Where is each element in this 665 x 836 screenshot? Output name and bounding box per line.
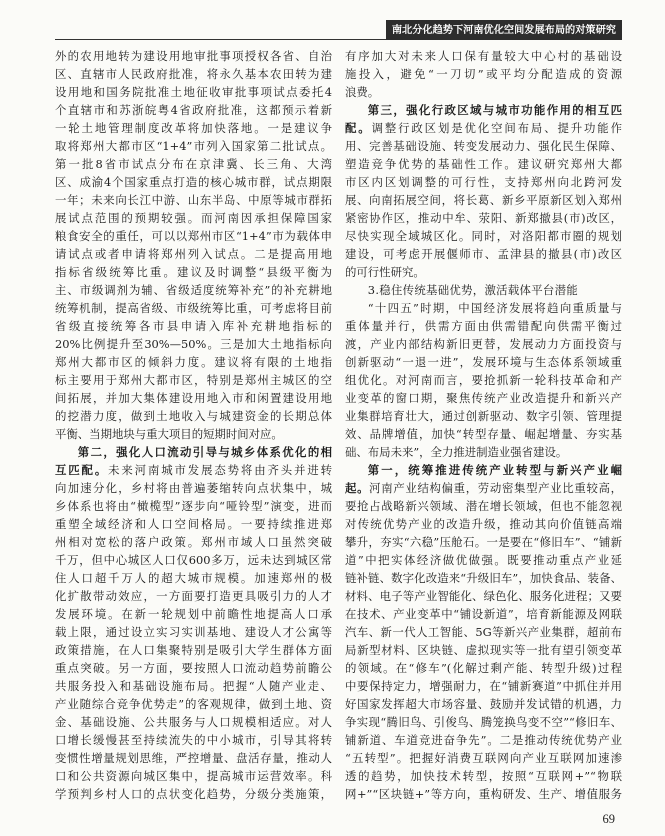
text-line: 紧密协作区，推动中牟、荥阳、新郑撤县(市)改区， — [345, 211, 622, 225]
text-line: 标主要用于郑州大都市区，特别是郑州主城区的空 — [55, 373, 332, 387]
text-line: 变惯性增量规划思维，严控增量、盘活存量，推动人 — [55, 751, 332, 765]
paragraph — [55, 443, 332, 803]
text-line: 重点突破。另一方面，要按照人口流动趋势前瞻公 — [55, 661, 332, 675]
bold-text-run: 第一，统筹推进传统产业转型与新兴产业崛 — [367, 463, 622, 477]
paragraph — [345, 299, 622, 461]
text-line: 攀升，夯实“六稳”压舱石。一是要在“修旧车”、“铺新 — [345, 535, 622, 549]
text-run: 未来河南城市发展态势将由齐头并进转 — [108, 463, 332, 477]
text-line: 道”中把实体经济做优做强。既要推动重点产业延 — [345, 553, 622, 567]
text-line: 展、向南拓展空间，将长葛、新乡平原新区划入郑州 — [345, 193, 622, 207]
text-line: 透的趋势，加快技术转型，按照“互联网+”“物联 — [345, 769, 622, 783]
text-line: 共服务投入和基础设施布局。把握“人随产业走、 — [55, 679, 332, 693]
text-line: 局新型材料、区块链、虚拟现实等一批有望引领变革 — [345, 643, 622, 657]
bold-text-run: 起。 — [345, 481, 370, 495]
text-line: 发展环境。在新一轮规划中前瞻性地提高人口承 — [55, 607, 332, 621]
text-line: 粮食安全的重任，可以以郑州市区“1+4”市为载体申 — [55, 229, 332, 243]
text-line: 的挖潜力度，做到土地收入与城建资金的长期总体 — [55, 409, 332, 423]
text-line: 一轮土地管理制度改革将加快落地。一是建议争 — [55, 121, 332, 135]
text-line: 的领域。在“修车”(化解过剩产能、转型升级)过程 — [345, 661, 622, 675]
text-line: 重体量并行，供需方面由供需错配向供需平衡过 — [345, 319, 622, 333]
text-line: 汽车、新一代人工智能、5G等新兴产业集群，超前布 — [345, 625, 622, 639]
text-line: 用、完善基础设施、转变发展动力、强化民生保障、 — [345, 139, 622, 153]
text-line: 州相对宽松的落户政策。郑州市域人口虽然突破 — [55, 535, 332, 549]
text-line: 省级直接统筹各市县申请入库补充耕地指标的 — [55, 319, 332, 333]
text-line: 向加速分化，乡村将由普遍萎缩转向点状集中，城 — [55, 481, 332, 495]
text-line — [345, 479, 622, 497]
text-line: “十四五”时期，中国经济发展将趋向重质量与 — [367, 301, 622, 315]
right-column — [345, 47, 622, 803]
text-line: 指标省级统筹比重。建议及时调整“县级平衡为 — [55, 265, 332, 279]
text-line: “五转型”。把握好消费互联网向产业互联网加速渗 — [345, 751, 622, 765]
text-line: 产业随综合竞争优势走”的客观规律，做到土地、资 — [55, 697, 332, 711]
text-line: 第一批8省市试点分布在京津冀、长三角、大湾 — [55, 157, 332, 171]
left-column — [55, 47, 332, 803]
text-line: 创新驱动“一退一进”，发展环境与生态体系领域重 — [345, 355, 622, 369]
text-run: 河南产业结构偏重，劳动密集型产业比重较高， — [369, 481, 622, 495]
text-line: 统筹机制，提高省级、市级统筹比重，可考虑将目前 — [55, 301, 332, 315]
text-line: 间拓展，并加大集体建设用地入市和闲置建设用地 — [55, 391, 332, 405]
text-line: 化扩散带动效应，一方面要打造更具吸引力的人才 — [55, 589, 332, 603]
text-line: 重塑全域经济和人口空间格局。一要持续推进郑 — [55, 517, 332, 531]
text-line: 在技术、产业变革中“铺设新道”，培育新能源及网联 — [345, 607, 622, 621]
text-line: 区、成渝4个国家重点打造的核心城市群，试点期限 — [55, 175, 332, 189]
text-line: 有序加大对未来人口保有量较大中心村的基础设 — [345, 49, 622, 63]
text-line — [55, 443, 332, 461]
paragraph — [55, 47, 332, 443]
text-line: 郑州大都市区的倾斜力度。建议将有限的土地指 — [55, 355, 332, 369]
text-line: 要抢占战略新兴领域、潜在增长领域，但也不能忽视 — [345, 499, 622, 513]
text-line: 材料、电子等产业智能化、绿色化、服务化进程；又要 — [345, 589, 622, 603]
text-line — [345, 119, 622, 137]
text-line: 金、基础设施、公共服务与人口规模相适应。对人 — [55, 715, 332, 729]
running-header — [55, 20, 622, 40]
text-line: 础、布局未来”，全力推进制造业强省建设。 — [345, 445, 568, 459]
text-line: 尽快实现全域城区化。同时，对洛阳都市圈的规划 — [345, 229, 622, 243]
bold-text-run: 互匹配。 — [55, 463, 109, 477]
bold-text-run: 第三，强化行政区域与城市功能作用的相互匹 — [367, 103, 622, 117]
text-line: 政策措施，在人口集聚特别是吸引大学生群体方面 — [55, 643, 332, 657]
text-line: 的可行性研究。 — [345, 265, 425, 279]
text-line: 效、品牌增值，加快“转型存量、崛起增量、夯实基 — [345, 427, 622, 441]
text-line — [345, 101, 622, 119]
text-line: 浪费。 — [345, 85, 380, 99]
text-line: 建设，可考虑开展偃师市、孟津县的撤县(市)改区 — [345, 247, 622, 261]
text-line: 施投入，避免“一刀切”或平均分配造成的资源 — [345, 67, 622, 81]
text-line: 口增长缓慢甚至持续流失的中小城市，引导其将转 — [55, 733, 332, 747]
text-line: 中要保持定力，增强耐力，在“铺新赛道”中抓住并用 — [345, 679, 622, 693]
text-line: 业变革的窗口期，聚焦传统产业改造提升和新兴产 — [345, 391, 622, 405]
text-line: 千万，但中心城区人口仅600多万，远未达到城区常 — [55, 553, 332, 567]
text-line: 20%比例提升至30%—50%。三是加大土地指标向 — [55, 337, 332, 351]
text-line: 平衡、当期地块与重大项目的短期时间对应。 — [55, 427, 283, 441]
text-line: 学预判乡村人口的点状变化趋势，分级分类施策， — [55, 787, 332, 801]
text-line: 乡体系也将由“橄榄型”逐步向“哑铃型”演变，进而 — [55, 499, 332, 513]
paragraph — [345, 461, 622, 803]
text-line: 区、直辖市人民政府批准，将永久基本农田转为建 — [55, 67, 332, 81]
text-line: 铺新道、车道竞进奋争先”。二是推动传统优势产业 — [345, 733, 622, 747]
text-line: 市区内区划调整的可行性，支持郑州向北跨河发 — [345, 175, 622, 189]
bold-text-run: 配。 — [345, 121, 372, 135]
paragraph — [345, 47, 622, 101]
running-title: 南北分化趋势下河南优化空间发展布局的对策研究 — [386, 20, 622, 40]
text-line: 展试点范围的预期较强。而河南因承担保障国家 — [55, 211, 332, 225]
text-line: 争实现“腾旧鸟、引俊鸟、腾笼换鸟变不空”“修旧车、 — [345, 715, 622, 729]
bold-text-run: 第二，强化人口流动引导与城乡体系优化的相 — [77, 445, 332, 459]
text-line — [55, 461, 332, 479]
text-line: 载上限，通过设立实习实训基地、建设人才公寓等 — [55, 625, 332, 639]
text-line: 好国家发挥超大市场容量、鼓励并发试错的机遇，力 — [345, 697, 622, 711]
text-line: 对传统优势产业的改造升级，推动其向价值链高端 — [345, 517, 622, 531]
text-line: 塑造竞争优势的基础性工作。建议研究郑州大都 — [345, 157, 622, 171]
paragraph — [345, 101, 622, 281]
text-line: 组优化。对河南而言，要抢抓新一轮科技革命和产 — [345, 373, 622, 387]
text-line: 主、市级调剂为辅、省级适度统筹补充”的补充耕地 — [55, 283, 332, 297]
text-line: 住人口超千万人的超大城市规模。加速郑州的极 — [55, 571, 332, 585]
text-line: 3.稳住传统基础优势，激活载体平台潜能 — [367, 283, 579, 297]
section-heading — [345, 281, 622, 299]
page-number: 69 — [602, 812, 615, 826]
text-line: 网+”“区块链+”等方向，重构研发、生产、增值服务 — [345, 787, 622, 801]
text-line: 业集群培育壮大，通过创新驱动、数字引领、管理提 — [345, 409, 622, 423]
text-line: 取将郑州大都市区“1+4”市列入国家第二批试点。 — [55, 139, 332, 153]
text-line: 链补链、数字化改造来“升级旧车”，加快食品、装备、 — [345, 571, 622, 585]
text-line: 渡，产业内部结构新旧更替，发展动力方面投资与 — [345, 337, 622, 351]
text-line: 外的农用地转为建设用地审批事项授权各省、自治 — [55, 49, 332, 63]
text-run: 调整行政区划是优化空间布局、提升功能作 — [371, 121, 622, 135]
text-line: 口和公共资源向城区集中，提高城市运营效率。科 — [55, 769, 332, 783]
text-line: 请试点或者申请将郑州列入试点。二是提高用地 — [55, 247, 332, 261]
text-line — [345, 461, 622, 479]
text-line: 个直辖市和苏浙皖粤4省政府批准，这都预示着新 — [55, 103, 332, 117]
text-line: 设用地和国务院批准土地征收审批事项试点委托4 — [55, 85, 332, 99]
text-line: 一年；未来向长江中游、山东半岛、中原等城市群拓 — [55, 193, 332, 207]
